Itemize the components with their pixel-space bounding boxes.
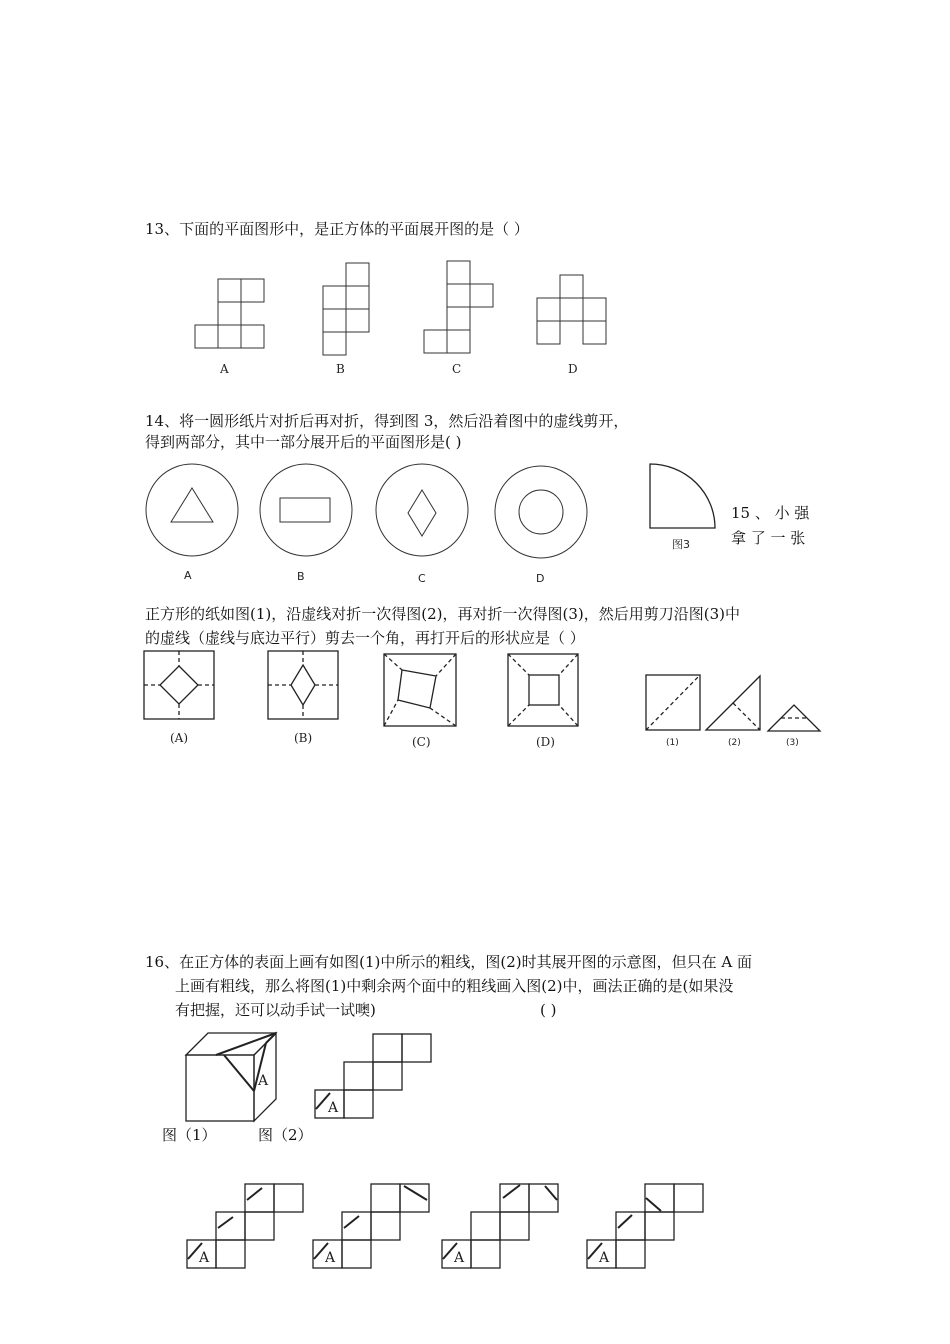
q13-option-b: B	[336, 362, 345, 376]
q15-option-d: (D)	[536, 735, 555, 749]
q16-line1: 16、在正方体的表面上画有如图(1)中所示的粗线，图(2)时其展开图的示意图，但只在 A 面	[145, 953, 752, 971]
q14-line1: 14、将一圆形纸片对折后再对折，得到图 3，然后沿着图中的虚线剪开，	[145, 412, 629, 430]
q14-option-d: D	[536, 572, 545, 585]
q14-option-c-circle	[376, 464, 468, 556]
q13-net-a	[195, 279, 264, 348]
q13-figure	[170, 255, 630, 380]
q16-option-3-face-label: A	[454, 1250, 465, 1266]
q13-net-c	[424, 261, 493, 353]
cube-face-label: A	[258, 1073, 269, 1089]
q15-step2-triangle	[706, 676, 760, 730]
q13-net-d	[537, 275, 606, 344]
q15-option-d-square	[508, 654, 578, 726]
q16-fig1-label: 图（1）	[162, 1126, 217, 1144]
q15-step-2: (2)	[728, 738, 741, 748]
q14-option-d-circle	[495, 466, 587, 558]
q15-side2: 拿 了 一 张	[731, 529, 806, 547]
q13-text: 13、下面的平面图形中，是正方体的平面展开图的是（ ）	[145, 220, 529, 238]
q15-step3-triangle	[768, 705, 820, 731]
q15-option-c-square	[384, 654, 456, 726]
q15-option-b-square	[268, 651, 338, 719]
q15-option-c: (C)	[412, 735, 431, 749]
q15-line1: 正方形的纸如图(1)，沿虚线对折一次得图(2)，再对折一次得图(3)，然后用剪刀沿图(3)中	[145, 605, 740, 623]
q15-step-1: (1)	[666, 738, 679, 748]
q14-option-b: B	[297, 570, 305, 583]
q16-options-figure	[180, 1180, 720, 1280]
q15-option-b: (B)	[294, 731, 313, 745]
q16-option-4-face-label: A	[599, 1250, 610, 1266]
q14-option-a: A	[184, 569, 192, 582]
q14-option-c: C	[418, 572, 426, 585]
q15-side1: 15 、 小 强	[731, 504, 810, 522]
q15-figure	[140, 648, 830, 758]
q13-option-a: A	[220, 362, 229, 376]
q14-line2: 得到两部分，其中一部分展开后的平面图形是( )	[145, 433, 462, 451]
q15-line2: 的虚线（虚线与底边平行）剪去一个角，再打开后的形状应是（ ）	[145, 629, 585, 647]
q13-net-b	[323, 263, 369, 355]
q16-line2: 上画有粗线，那么将图(1)中剩余两个面中的粗线画入图(2)中，画法正确的是(如果没	[175, 977, 734, 995]
q13-option-d: D	[568, 362, 578, 376]
q16-line3: 有把握，还可以动手试一试噢)	[175, 1001, 376, 1019]
quarter-circle-figure	[650, 464, 715, 528]
q16-answer-paren: ( )	[540, 1001, 557, 1019]
q16-fig2-label: 图（2）	[258, 1126, 313, 1144]
q14-option-a-circle	[146, 464, 238, 556]
net-face-label: A	[328, 1100, 339, 1116]
q14-figure	[140, 458, 830, 593]
q14-fig3-label: 图3	[672, 538, 690, 551]
q15-option-a: (A)	[170, 731, 189, 745]
q16-option-1-face-label: A	[199, 1250, 210, 1266]
q16-option-2-face-label: A	[325, 1250, 336, 1266]
q13-option-c: C	[452, 362, 462, 376]
q15-option-a-square	[144, 651, 214, 719]
q15-step-3: (3)	[786, 738, 799, 748]
q14-option-b-circle	[260, 464, 352, 556]
q15-step1-square	[646, 675, 700, 730]
